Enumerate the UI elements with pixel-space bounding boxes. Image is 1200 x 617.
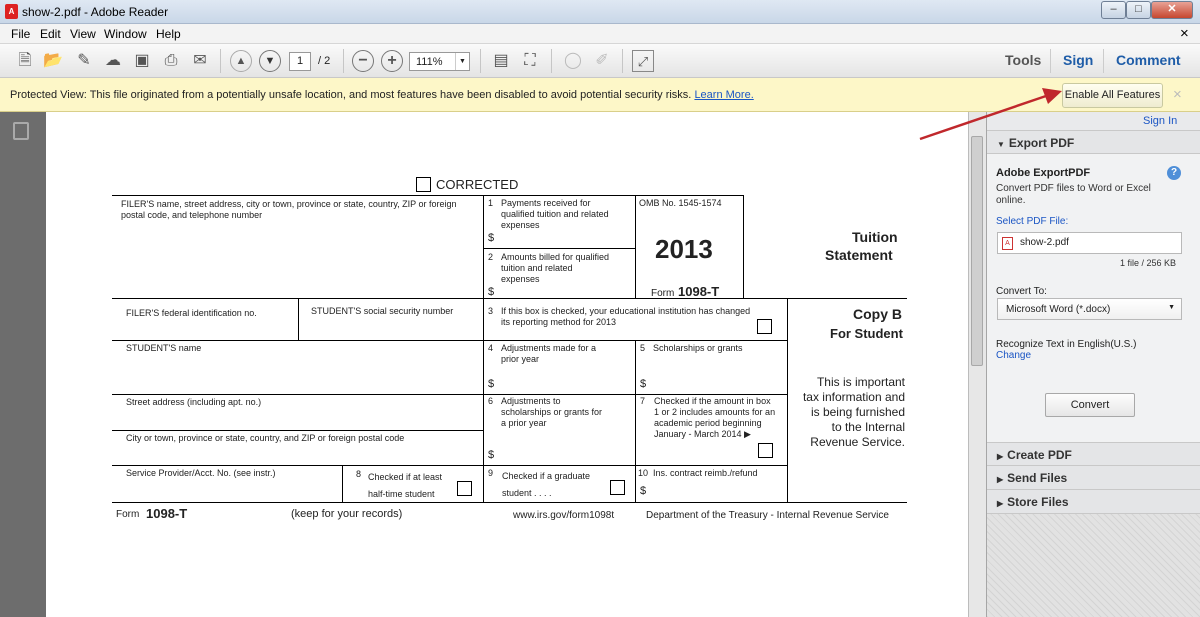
sign-in-link[interactable]: Sign In	[1143, 115, 1178, 127]
triangle-right-icon: ▶	[997, 452, 1004, 461]
tools-panel	[986, 112, 1200, 617]
export-service-title: Adobe ExportPDF	[996, 167, 1091, 179]
box6-number: 6	[488, 396, 494, 406]
copy-b-label: Copy B	[853, 306, 902, 322]
zoom-out-icon[interactable]: −	[352, 50, 374, 72]
triangle-right-icon: ▶	[997, 475, 1004, 484]
provider-label: Service Provider/Acct. No. (see instr.)	[126, 468, 276, 478]
zoom-select[interactable]	[409, 52, 470, 71]
protected-view-text: Protected View: This file originated from a potentially unsafe location, and most features have been disabled to avoid potential security risks.	[10, 89, 692, 101]
enable-all-features-button[interactable]: Enable All Features	[1062, 83, 1163, 108]
box9-number: 9	[488, 468, 494, 478]
footer-keep: (keep for your records)	[291, 508, 403, 520]
box5-label: Scholarships or grants	[653, 343, 743, 353]
box7-checkbox[interactable]	[758, 443, 773, 458]
footer-dept: Department of the Treasury - Internal Revenue Service	[646, 510, 889, 521]
ocr-language-label: Recognize Text in English(U.S.)	[996, 339, 1137, 350]
form-1098t	[46, 112, 968, 617]
toolbar-separator	[480, 49, 481, 73]
selected-file-name: show-2.pdf	[1020, 237, 1069, 248]
dollar-sign: $	[640, 485, 647, 497]
page-total: / 2	[318, 55, 331, 67]
chevron-down-icon: ▼	[455, 53, 469, 70]
form-rule	[342, 465, 343, 502]
send-files-title: Send Files	[1007, 471, 1068, 485]
toolbar-separator	[622, 49, 623, 73]
toolbar-separator	[220, 49, 221, 73]
page-number-input[interactable]: 1	[289, 52, 311, 71]
window-title: show-2.pdf - Adobe Reader	[22, 5, 169, 19]
form-label: Form	[651, 288, 675, 299]
form-rule	[787, 298, 788, 502]
triangle-down-icon: ▼	[997, 140, 1005, 149]
dollar-sign: $	[640, 378, 647, 390]
comment-bubble-icon[interactable]: ◯	[564, 52, 582, 69]
form-name: 1098-T	[678, 284, 720, 299]
open-file-icon[interactable]: 📂	[43, 52, 63, 69]
box1-number: 1	[488, 198, 494, 208]
dollar-sign: $	[488, 232, 495, 244]
learn-more-link[interactable]: Learn More.	[694, 89, 754, 101]
maximize-button[interactable]: □	[1126, 1, 1151, 19]
triangle-right-icon: ▶	[997, 499, 1004, 508]
form-rule	[112, 394, 788, 395]
document-close-icon[interactable]: ×	[1180, 25, 1189, 42]
box9-label: Checked if a graduate student . . . .	[502, 471, 591, 498]
vertical-scrollbar[interactable]	[968, 112, 986, 617]
box1-label: Payments received for qualified tuition and related expenses	[501, 198, 609, 230]
comment-button[interactable]: Comment	[1116, 52, 1181, 68]
important-notice: This is important tax information and is being furnished to the Internal Revenue Service.	[802, 375, 905, 449]
panel-empty-area	[987, 514, 1200, 617]
box8-number: 8	[356, 469, 362, 479]
export-pdf-title: Export PDF	[1008, 136, 1075, 150]
footer-url: www.irs.gov/form1098t	[513, 510, 615, 521]
dollar-sign: $	[488, 378, 495, 390]
pdf-file-icon: A	[1002, 237, 1013, 250]
student-ssn-label: STUDENT'S social security number	[311, 306, 454, 316]
box2-number: 2	[488, 252, 494, 262]
form-title-line1: Tuition	[852, 229, 898, 245]
convert-to-label: Convert To:	[996, 286, 1047, 297]
box6-label: Adjustments to scholarships or grants for a prior year	[501, 396, 603, 428]
form-rule	[112, 195, 743, 196]
navigation-pane	[0, 112, 46, 617]
convert-button[interactable]: Convert	[1045, 393, 1135, 417]
dollar-sign: $	[488, 449, 495, 461]
annotation-arrow	[900, 82, 1080, 152]
form-title-line2: Statement	[825, 247, 893, 263]
student-name-label: STUDENT'S name	[126, 343, 202, 353]
menu-bar	[0, 24, 1200, 44]
full-screen-icon[interactable]: ⤢	[632, 50, 654, 72]
zoom-value: 111%	[416, 56, 443, 68]
form-rule	[112, 340, 788, 341]
store-files-header[interactable]	[987, 490, 1200, 514]
corrected-label: CORRECTED	[436, 177, 519, 192]
toolbar-separator	[1103, 49, 1104, 73]
box10-number: 10	[638, 468, 649, 478]
form-rule	[635, 195, 636, 298]
city-label: City or town, province or state, country, and ZIP or foreign postal code	[126, 433, 405, 443]
street-address-label: Street address (including apt. no.)	[126, 397, 262, 407]
box3-label: If this box is checked, your educational institution has changed its reporting method for 2013	[501, 306, 751, 327]
tax-year: 2013	[655, 234, 713, 264]
send-files-header[interactable]	[987, 466, 1200, 490]
form-rule	[112, 430, 484, 431]
box5-number: 5	[640, 343, 646, 353]
page-thumbnails-icon[interactable]	[13, 122, 29, 140]
create-pdf-title: Create PDF	[1007, 448, 1072, 462]
create-pdf-icon[interactable]: 🗎	[18, 52, 32, 69]
corrected-checkbox[interactable]	[416, 177, 431, 192]
pdf-app-icon: A	[5, 4, 18, 19]
toolbar-separator	[551, 49, 552, 73]
box7-label: Checked if the amount in box 1 or 2 includes amounts for an academic period beginning January - March 2014 ▶	[654, 396, 776, 439]
form-rule	[743, 195, 744, 298]
omb-number: OMB No. 1545-1574	[639, 198, 722, 208]
form-rule	[484, 248, 635, 249]
box8-checkbox[interactable]	[457, 481, 472, 496]
window-titlebar	[0, 0, 1200, 24]
fit-width-icon[interactable]: ⛶	[524, 52, 536, 69]
menu-file[interactable]: File	[11, 27, 31, 41]
menu-help[interactable]: Help	[156, 27, 181, 41]
select-file-label: Select PDF File:	[996, 216, 1069, 227]
change-language-link[interactable]: Change	[996, 350, 1032, 361]
minimize-button[interactable]: –	[1101, 1, 1126, 19]
form-rule	[298, 298, 299, 340]
toolbar	[0, 44, 1200, 78]
document-page	[46, 112, 968, 617]
convert-format-select[interactable]	[997, 298, 1182, 320]
help-icon[interactable]: ?	[1167, 166, 1181, 180]
next-page-icon[interactable]: ▼	[259, 50, 281, 72]
print-icon[interactable]: ⎙	[164, 52, 178, 69]
close-bar-icon[interactable]: ×	[1173, 86, 1182, 103]
form-rule	[112, 465, 788, 466]
previous-page-icon[interactable]: ▲	[230, 50, 252, 72]
box7-number: 7	[640, 396, 646, 406]
box3-number: 3	[488, 306, 494, 316]
form-rule	[112, 502, 907, 503]
box4-number: 4	[488, 343, 494, 353]
zoom-in-icon[interactable]: +	[381, 50, 403, 72]
box4-label: Adjustments made for a prior year	[501, 343, 597, 364]
menu-window[interactable]: Window	[104, 27, 147, 41]
form-rule	[483, 195, 484, 502]
sign-button[interactable]: Sign	[1063, 52, 1094, 68]
fit-page-icon[interactable]: ▤	[493, 52, 509, 69]
email-icon[interactable]: ✉	[193, 52, 207, 69]
export-description: Convert PDF files to Word or Excel online.	[996, 183, 1151, 206]
toolbar-separator	[343, 49, 344, 73]
filer-name-label: FILER'S name, street address, city or town, province or state, country, ZIP or foreign postal code, and telephone number	[121, 199, 457, 220]
close-button[interactable]: ✕	[1151, 1, 1193, 19]
store-files-title: Store Files	[1007, 495, 1069, 509]
footer-form-name: 1098-T	[146, 506, 188, 521]
create-pdf-header[interactable]	[987, 442, 1200, 466]
highlight-icon[interactable]: ✐	[595, 52, 609, 69]
box3-checkbox[interactable]	[757, 319, 772, 334]
dollar-sign: $	[488, 286, 495, 298]
box2-label: Amounts billed for qualified tuition and related expenses	[501, 252, 610, 284]
footer-form-label: Form	[116, 509, 140, 520]
chevron-down-icon: ▼	[1168, 304, 1175, 311]
upload-cloud-icon[interactable]: ☁	[105, 52, 121, 69]
export-pdf-body	[987, 154, 1200, 442]
file-info: 1 file / 256 KB	[1120, 258, 1177, 268]
edit-doc-icon[interactable]: ✎	[77, 52, 91, 69]
save-icon[interactable]: ▣	[134, 52, 150, 69]
scrollbar-thumb[interactable]	[971, 136, 983, 366]
menu-view[interactable]: View	[70, 27, 96, 41]
selected-file-field[interactable]	[997, 232, 1182, 254]
box10-label: Ins. contract reimb./refund	[653, 468, 758, 478]
menu-edit[interactable]: Edit	[40, 27, 61, 41]
form-rule	[635, 340, 636, 502]
box8-label: Checked if at least half-time student	[368, 472, 443, 499]
filer-id-label: FILER'S federal identification no.	[126, 308, 257, 318]
protected-view-message	[10, 89, 754, 101]
box9-checkbox[interactable]	[610, 480, 625, 495]
tools-button[interactable]: Tools	[1005, 52, 1042, 68]
for-student-label: For Student	[830, 326, 903, 341]
toolbar-separator	[1050, 49, 1051, 73]
convert-format-value: Microsoft Word (*.docx)	[1006, 304, 1111, 315]
